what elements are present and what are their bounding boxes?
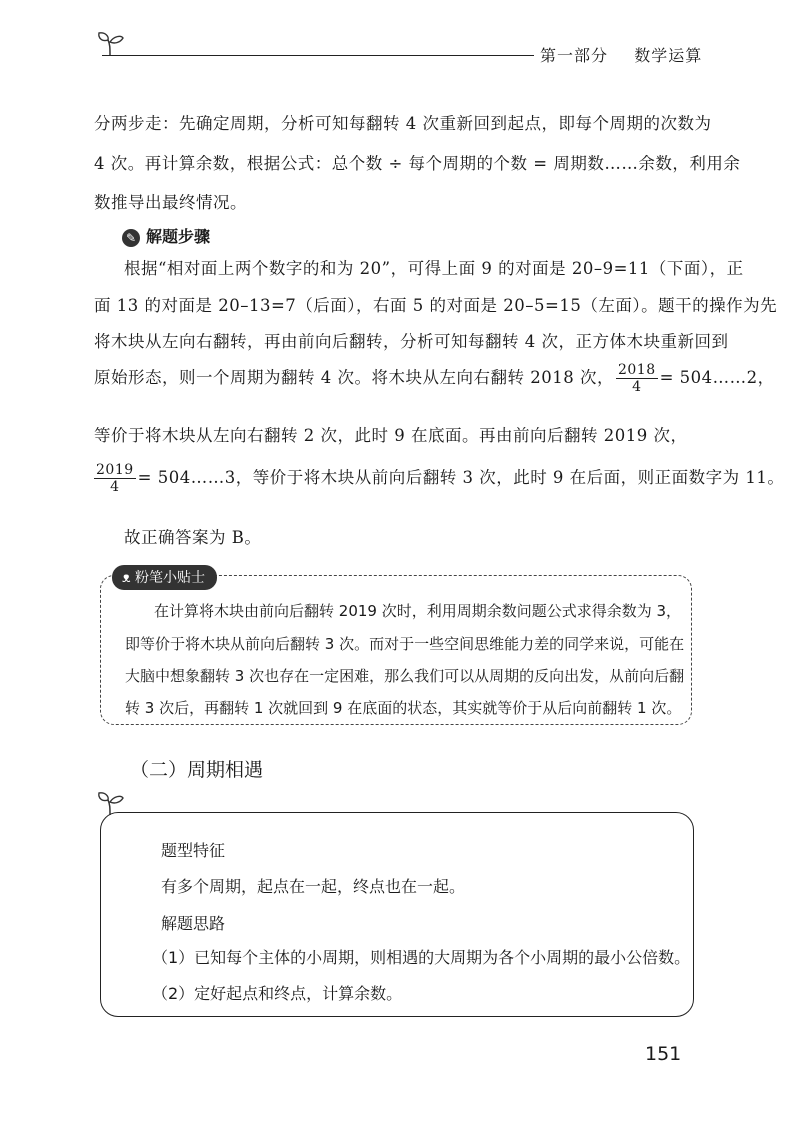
page-number: 151 [645,1043,682,1065]
chapter-label: 第一部分 [540,46,609,65]
tip-line-3: 大脑中想象翻转 3 次也存在一定困难，那么我们可以从周期的反向出发，从前向后翻 [125,667,685,685]
sprout-icon [96,30,126,56]
steps-line-1: 根据“相对面上两个数字的和为 20”，可得上面 9 的对面是 20–9=11（下面），正 [124,259,744,278]
tip-label [112,565,217,590]
approach-heading: 解题思路 [161,914,226,933]
steps-line-4 [94,362,775,395]
tip-line-1: 在计算将木块由前向后翻转 2019 次时，利用周期余数问题公式求得余数为 3， [154,602,682,620]
sprout-icon: ᴥ [122,570,131,586]
fraction-numerator: 2018 [617,362,656,378]
tip-line-2: 即等价于将木块从前向后翻转 3 次。而对于一些空间思维能力差的同学来说，可能在 [125,635,685,653]
steps-line-4-result: = 504……2， [659,368,775,388]
header-rule [102,55,534,56]
steps-line-2: 面 13 的对面是 20–13=7（后面），右面 5 的对面是 20–5=15（左面）。题干的操作为先 [94,296,778,315]
fraction-numerator: 2019 [96,462,134,478]
steps-line-5: 等价于将木块从左向右翻转 2 次，此时 9 在底面。再由前向后翻转 2019 次， [94,426,688,445]
fraction-2018-over-4 [616,362,658,395]
tip-label-text: 粉笔小贴士 [134,570,205,586]
steps-line-4-text: 原始形态，则一个周期为翻转 4 次。将木块从左向右翻转 2018 次， [94,368,614,388]
tip-line-4: 转 3 次后，再翻转 1 次就回到 9 在底面的状态，其实就等价于从后向前翻转 1 次。 [125,699,682,717]
pencil-icon: ✎ [122,229,140,247]
intro-line-2: 4 次。再计算余数，根据公式：总个数 ÷ 每个周期的个数 = 周期数……余数，利用余 [94,154,741,173]
section-title: （二）周期相遇 [130,759,264,781]
steps-heading [122,224,210,247]
feature-heading: 题型特征 [161,841,226,860]
intro-line-1: 分两步走：先确定周期，分析可知每翻转 4 次重新回到起点，即每个周期的次数为 [94,114,712,133]
steps-line-6 [94,462,784,495]
feature-text: 有多个周期，起点在一起，终点也在一起。 [161,877,466,896]
fraction-2019-over-4 [94,462,136,495]
running-header [540,43,702,66]
intro-line-3: 数推导出最终情况。 [94,193,247,212]
approach-point-2: （2）定好起点和终点，计算余数。 [152,984,403,1003]
fraction-denominator: 4 [110,479,120,496]
answer-line: 故正确答案为 B。 [124,528,262,547]
steps-heading-label: 解题步骤 [146,227,211,246]
steps-line-6-text: = 504……3，等价于将木块从前向后翻转 3 次，此时 9 在后面，则正面数字为 11。 [137,468,785,488]
steps-line-3: 将木块从左向右翻转，再由前向后翻转，分析可知每翻转 4 次，正方体木块重新回到 [94,332,729,351]
approach-point-1: （1）已知每个主体的小周期，则相遇的大周期为各个小周期的最小公倍数。 [152,948,691,967]
fraction-denominator: 4 [632,379,642,396]
section-label: 数学运算 [634,46,703,65]
